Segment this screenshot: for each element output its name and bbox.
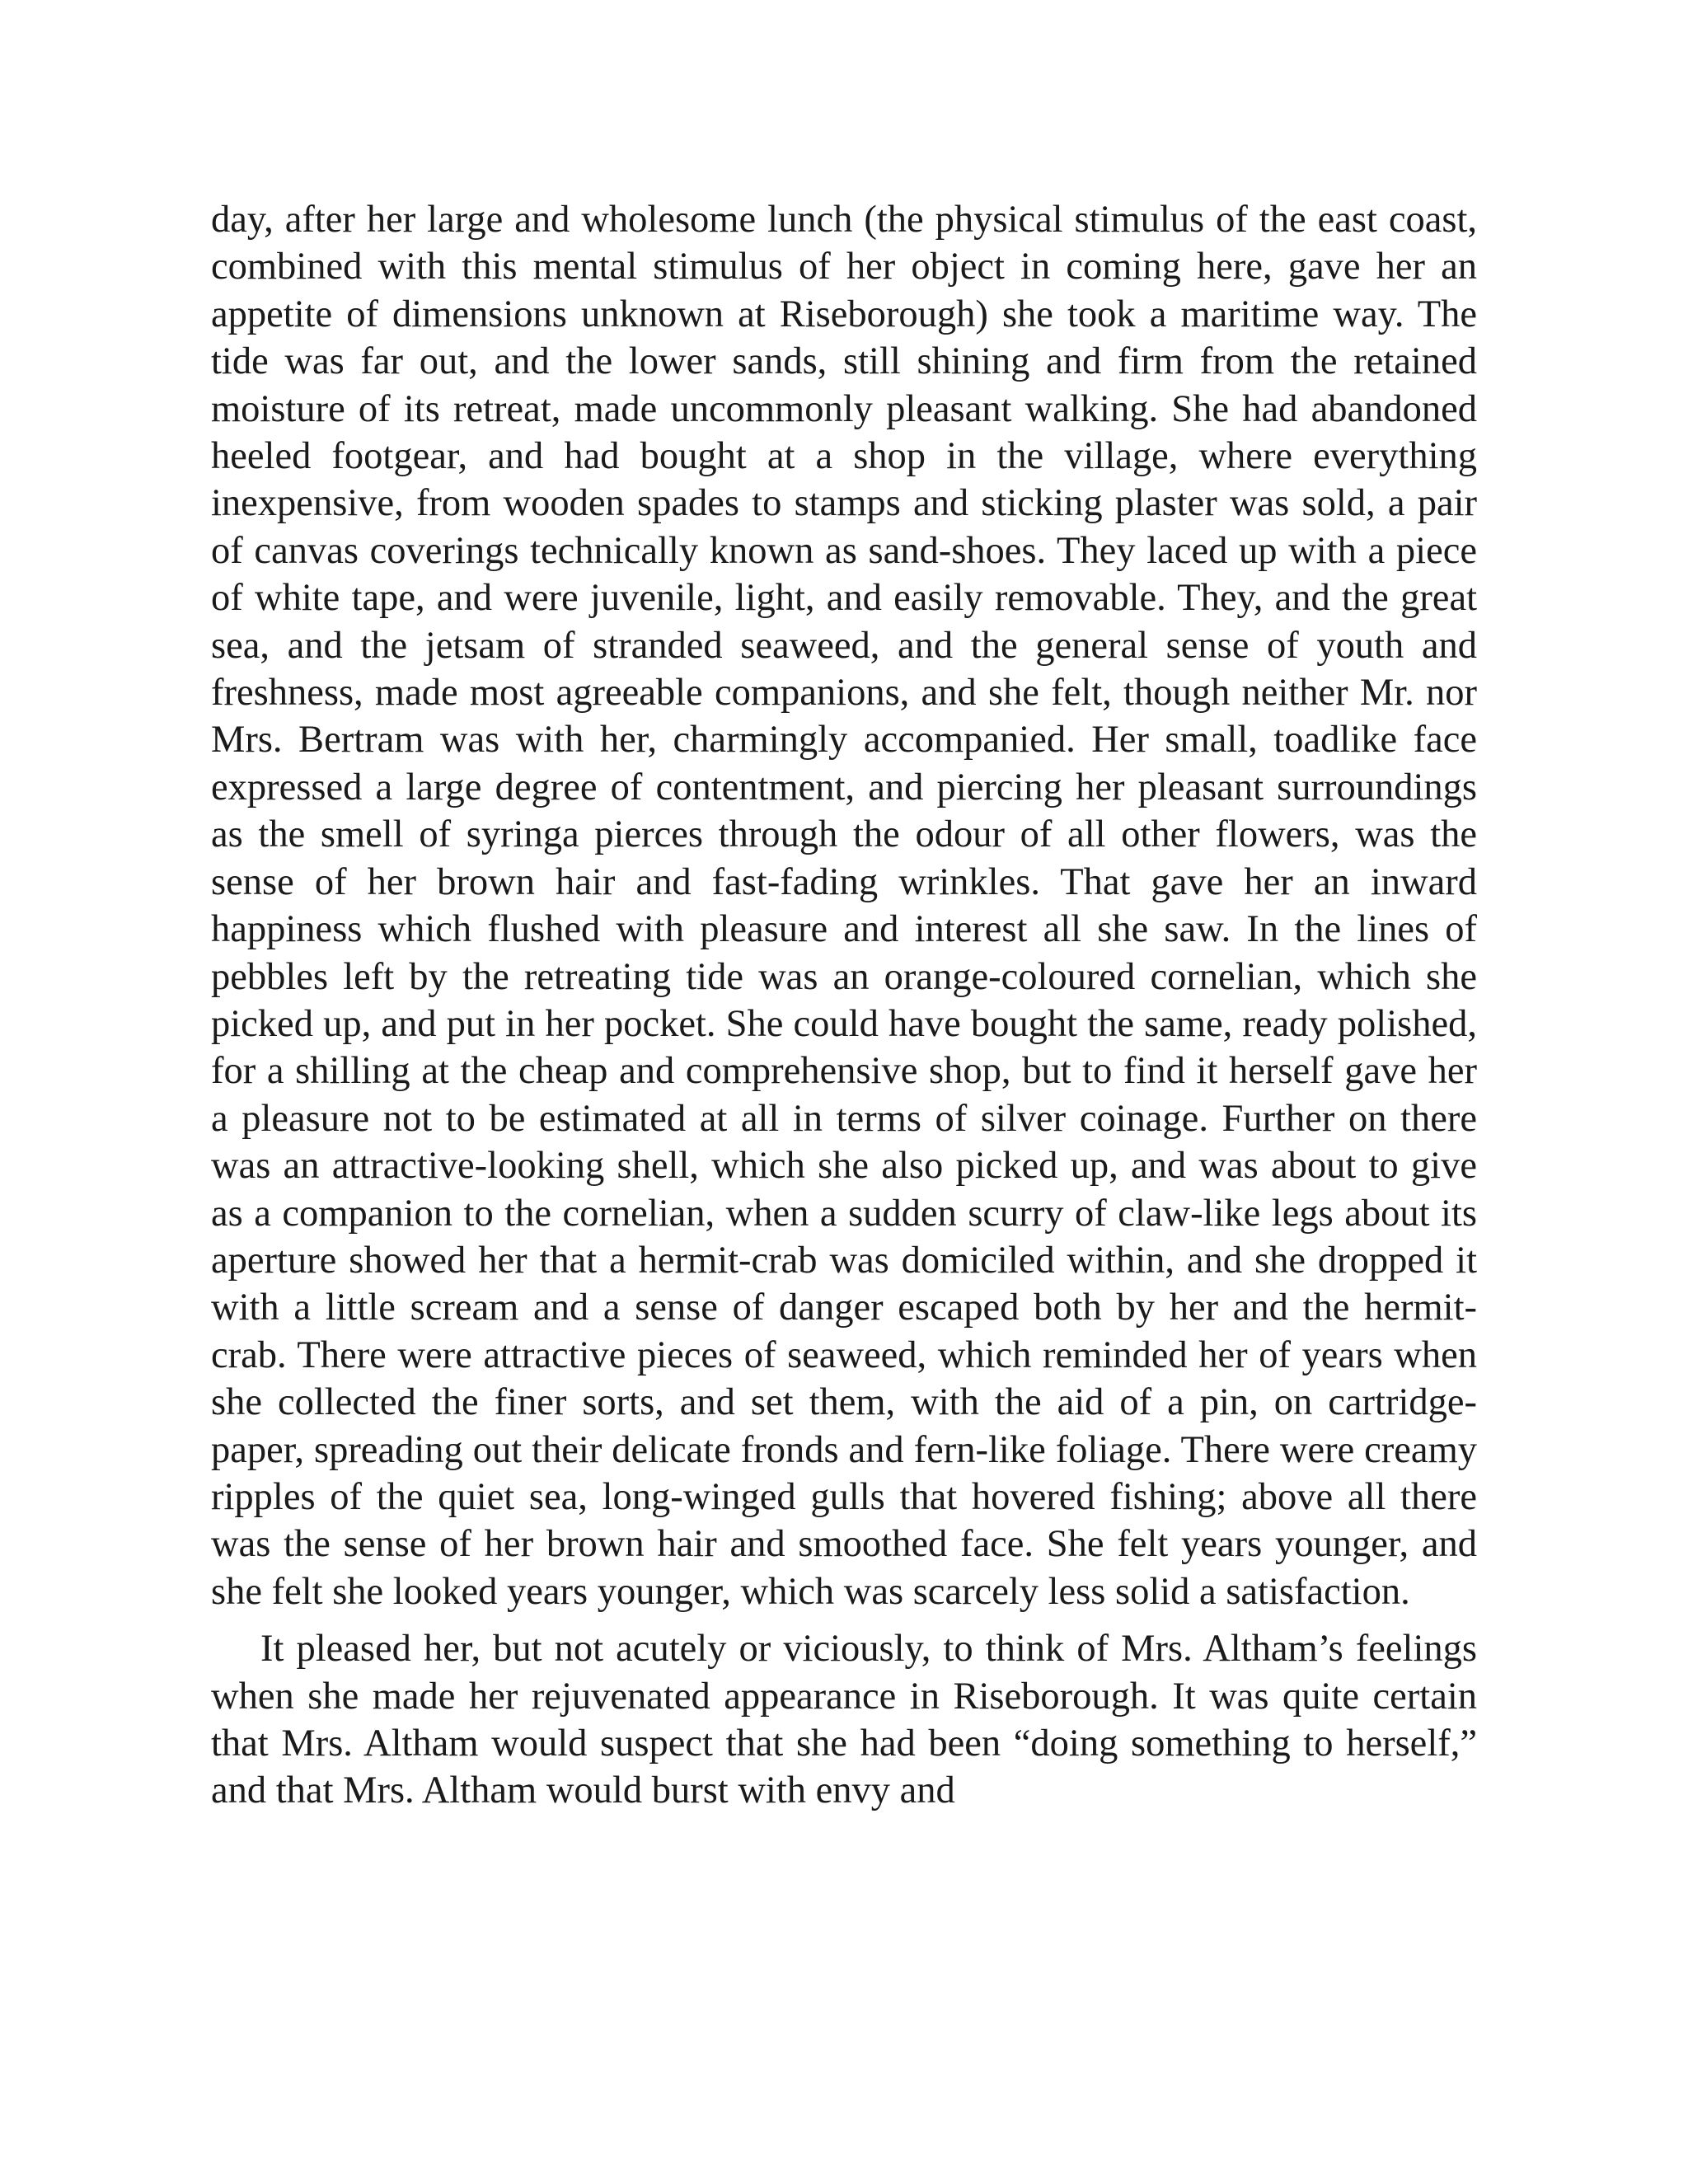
body-text [211,196,1477,1815]
paragraph-2: It pleased her, but not acutely or viciously, to think of Mrs. Altham’s feelings when she made her rejuvenated appearance in Riseborough. It was quite certain that Mrs. Altham would suspect that she had been “doing something to herself,” and that Mrs. Altham would burst with envy and [211,1628,1477,1812]
paragraph-1: day, after her large and wholesome lunch (the physical stimulus of the east coast, combined with this mental stimulus of her object in coming here, gave her an appetite of dimensions unknown at Riseborough) she took a maritime way. The tide was far out, and the lower sands, still shining and firm from the retained moisture of its retreat, made uncommonly pleasant walking. She had abandoned heeled footgear, and had bought at a shop in the village, where everything inexpensive, from wooden spades to stamps and sticking plaster was sold, a pair of canvas coverings technically known as sand-shoes. They laced up with a piece of white tape, and were juvenile, light, and easily removable. They, and the great sea, and the jetsam of stranded seaweed, and the general sense of youth and freshness, made most agreeable companions, and she felt, though neither Mr. nor Mrs. Bertram was with her, charmingly accompanied. Her small, toadlike face expressed a large degree of contentment, and piercing her pleasant surroundings as the smell of syringa pierces through the odour of all other flowers, was the sense of her brown hair and fast-fading wrinkles. That gave her an inward happiness which flushed with pleasure and interest all she saw. In the lines of pebbles left by the retreating tide was an orange-coloured cornelian, which she picked up, and put in her pocket. She could have bought the same, ready polished, for a shilling at the cheap and comprehensive shop, but to find it herself gave her a pleasure not to be estimated at all in terms of silver coinage. Further on there was an attractive-looking shell, which she also picked up, and was about to give as a companion to the cornelian, when a sudden scurry of claw-like legs about its aperture showed her that a hermit-crab was domiciled within, and she dropped it with a little scream and a sense of danger escaped both by her and the hermit-crab. There were attractive pieces of seaweed, which reminded her of years when she collected the finer sorts, and set them, with the aid of a pin, on cartridge-paper, spreading out their delicate fronds and fern-like foliage. There were creamy ripples of the quiet sea, long-winged gulls that hovered fishing; above all there was the sense of her brown hair and smoothed face. She felt years younger, and she felt she looked years younger, which was scarcely less solid a satisfaction. [211,199,1477,1613]
